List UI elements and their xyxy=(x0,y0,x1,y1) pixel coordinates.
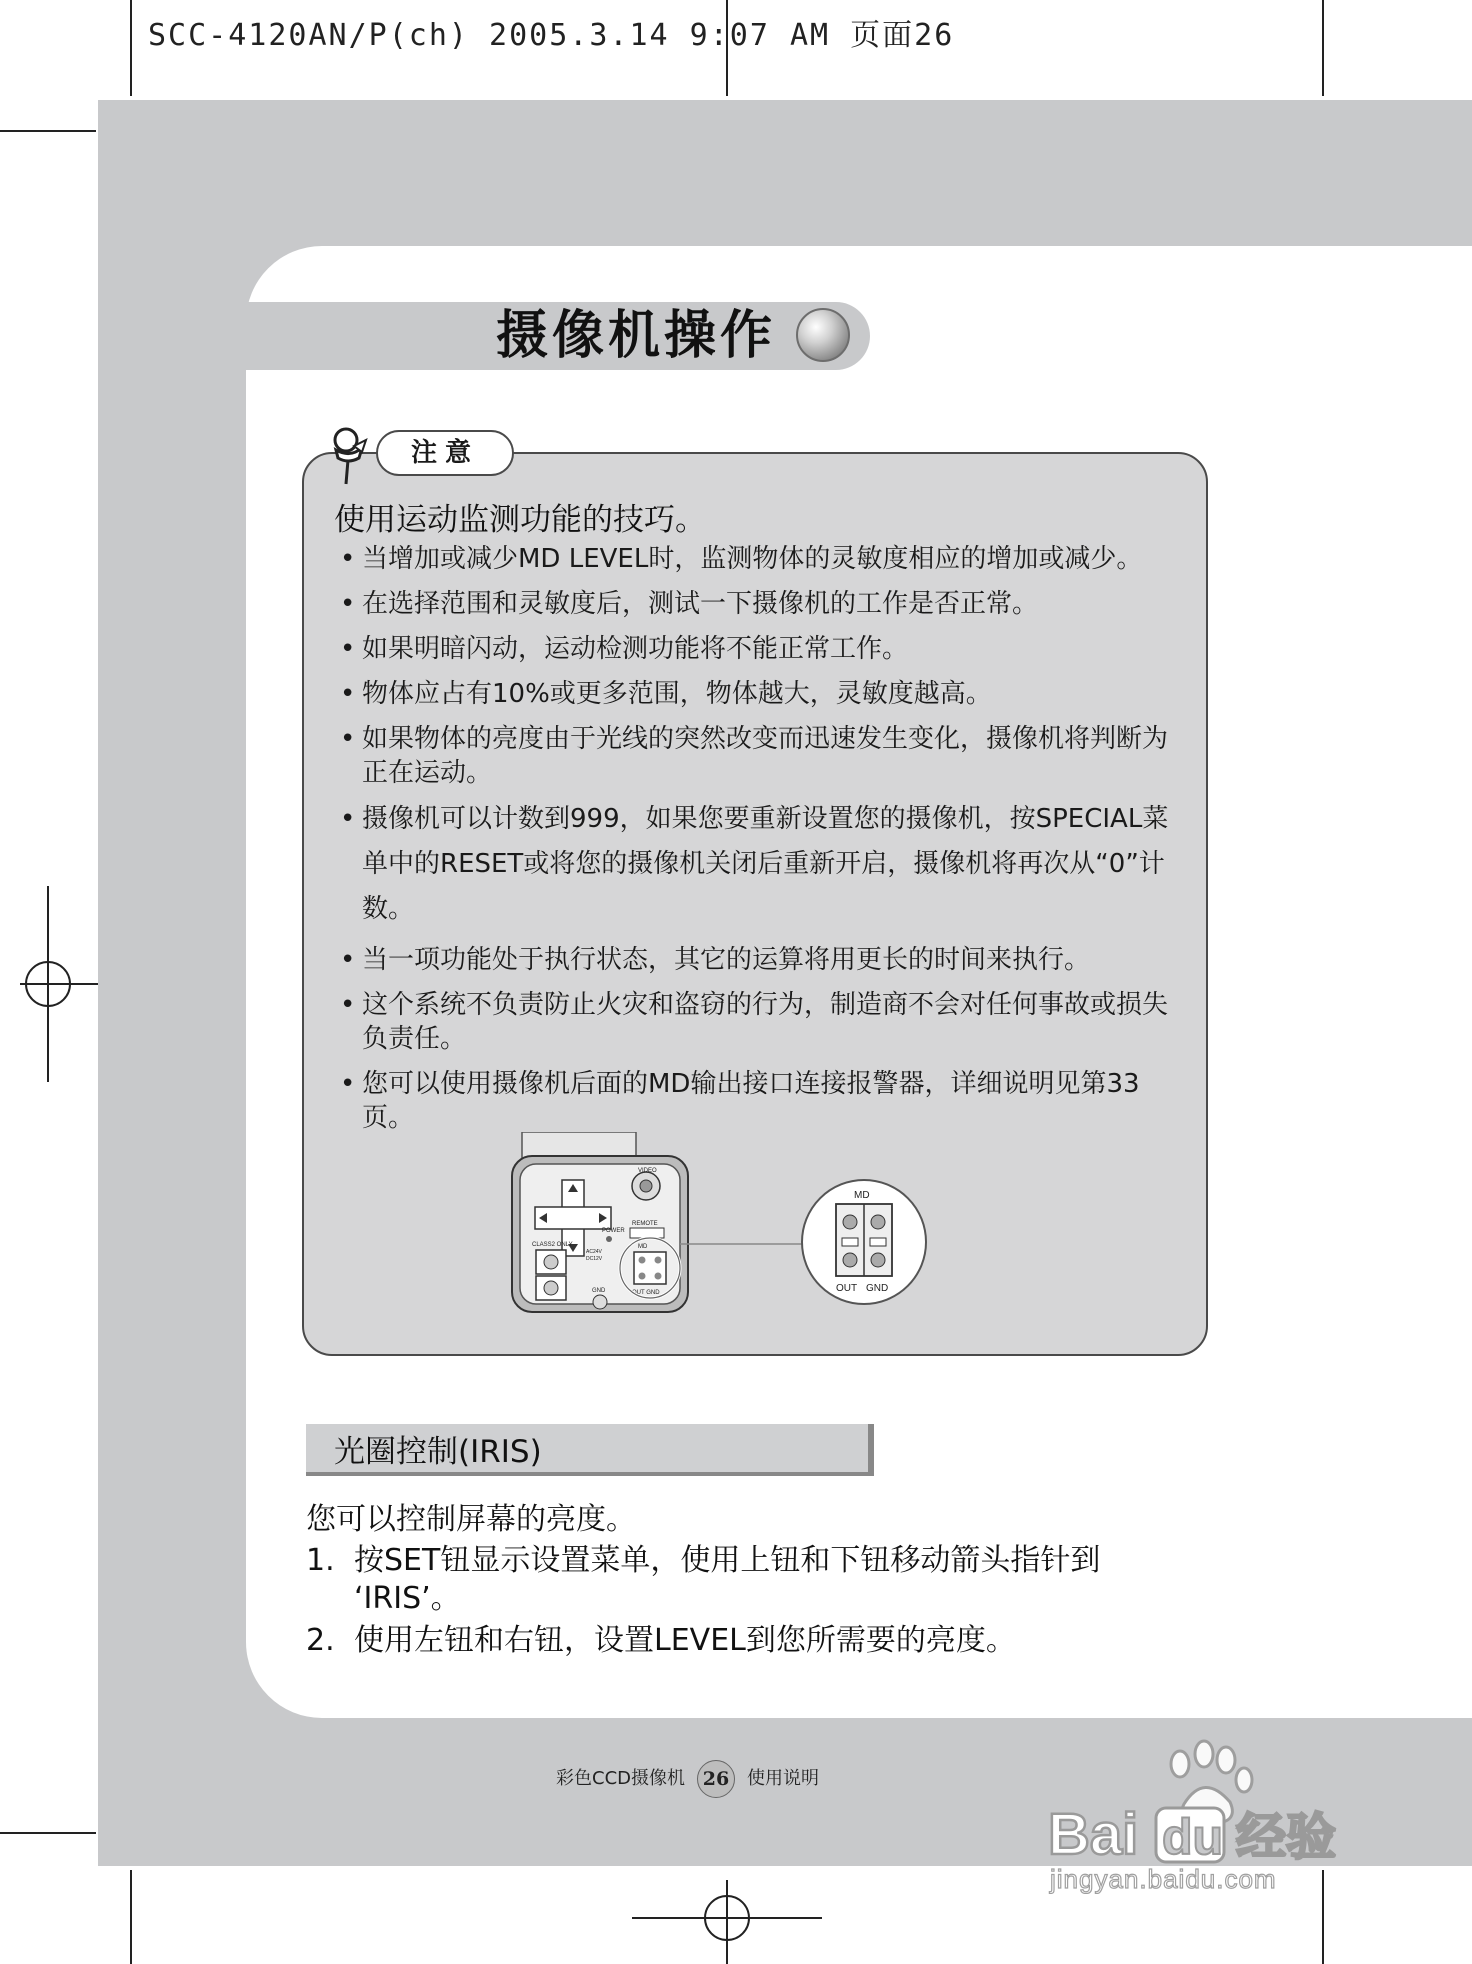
list-item: • 当一项功能处于执行状态，其它的运算将用更长的时间来执行。 xyxy=(338,943,1178,977)
step-item xyxy=(306,1622,1016,1660)
list-item: • 这个系统不负责防止火灾和盗窃的行为，制造商不会对任何事故或损失负责任。 xyxy=(338,988,1178,1056)
title-ball-icon xyxy=(796,308,850,362)
watermark-brand-cn: 经验 xyxy=(1236,1809,1336,1865)
diagram-label: GND xyxy=(592,1288,606,1294)
camera-rear-panel-diagram xyxy=(510,1132,970,1318)
footer-left: 彩色CCD摄像机 xyxy=(556,1768,685,1789)
crop-mark xyxy=(0,130,96,132)
watermark-brand: Bai xyxy=(1048,1802,1139,1867)
crop-mark xyxy=(130,1870,132,1964)
print-header: SCC-4120AN/P(ch) 2005.3.14 9:07 AM 页面26 xyxy=(148,18,955,53)
crop-mark xyxy=(130,0,132,96)
watermark-url: jingyan.baidu.com xyxy=(1050,1864,1277,1894)
step-text-continued: ‘IRIS’。 xyxy=(354,1581,461,1616)
pushpin-icon xyxy=(326,424,376,486)
diagram-label: POWER xyxy=(602,1228,625,1234)
page-footer xyxy=(556,1758,819,1800)
section-intro: 您可以控制屏幕的亮度。 xyxy=(306,1502,636,1537)
diagram-label: OUT GND xyxy=(632,1290,660,1296)
list-item: • 摄像机可以计数到999，如果您要重新设置您的摄像机，按SPECIAL菜单中的RESET或将您的摄像机关闭后重新开启，摄像机将再次从“0”计数。 xyxy=(338,797,1178,932)
diagram-label: REMOTE xyxy=(632,1221,658,1227)
section-title: 光圈控制(IRIS) xyxy=(334,1434,542,1470)
list-item: • 如果明暗闪动，运动检测功能将不能正常工作。 xyxy=(338,632,1178,666)
baidu-jingyan-watermark xyxy=(1044,1724,1384,1894)
diagram-label: MD xyxy=(854,1190,870,1201)
list-item: • 如果物体的亮度由于光线的突然改变而迅速发生变化，摄像机将判断为正在运动。 xyxy=(338,722,1178,790)
crop-mark xyxy=(1322,0,1324,96)
diagram-label: DC12V xyxy=(586,1256,603,1262)
step-text: 按SET钮显示设置菜单，使用上钮和下钮移动箭头指针到 xyxy=(354,1543,1101,1578)
step-item xyxy=(306,1542,1100,1618)
watermark-brand: du xyxy=(1162,1809,1224,1865)
diagram-label: GND xyxy=(866,1283,889,1294)
step-number: 1. xyxy=(306,1543,335,1578)
crop-mark xyxy=(0,1832,96,1834)
list-item: • 当增加或减少MD LEVEL时，监测物体的灵敏度相应的增加或减少。 xyxy=(338,542,1178,576)
step-text: 使用左钮和右钮，设置LEVEL到您所需要的亮度。 xyxy=(354,1623,1016,1658)
note-tab: 注意 xyxy=(376,430,514,476)
diagram-label: AC24V xyxy=(586,1249,602,1255)
registration-mark-left xyxy=(10,886,100,1082)
diagram-label: VIDEO xyxy=(638,1168,657,1174)
page-title: 摄像机操作 xyxy=(496,306,777,366)
note-list xyxy=(338,542,1178,1146)
page-number: 26 xyxy=(697,1760,735,1798)
diagram-label: OUT xyxy=(836,1283,858,1294)
diagram-label: CLASS2 ONLY xyxy=(532,1242,573,1248)
list-item: • 物体应占有10%或更多范围，物体越大，灵敏度越高。 xyxy=(338,677,1178,711)
registration-mark-bottom xyxy=(632,1880,822,1964)
list-item: • 您可以使用摄像机后面的MD输出接口连接报警器，详细说明见第33页。 xyxy=(338,1067,1178,1135)
diagram-label: MD xyxy=(638,1244,648,1250)
footer-right: 使用说明 xyxy=(747,1768,819,1789)
list-item: • 在选择范围和灵敏度后，测试一下摄像机的工作是否正常。 xyxy=(338,587,1178,621)
note-heading: 使用运动监测功能的技巧。 xyxy=(334,502,706,538)
step-number: 2. xyxy=(306,1623,335,1658)
